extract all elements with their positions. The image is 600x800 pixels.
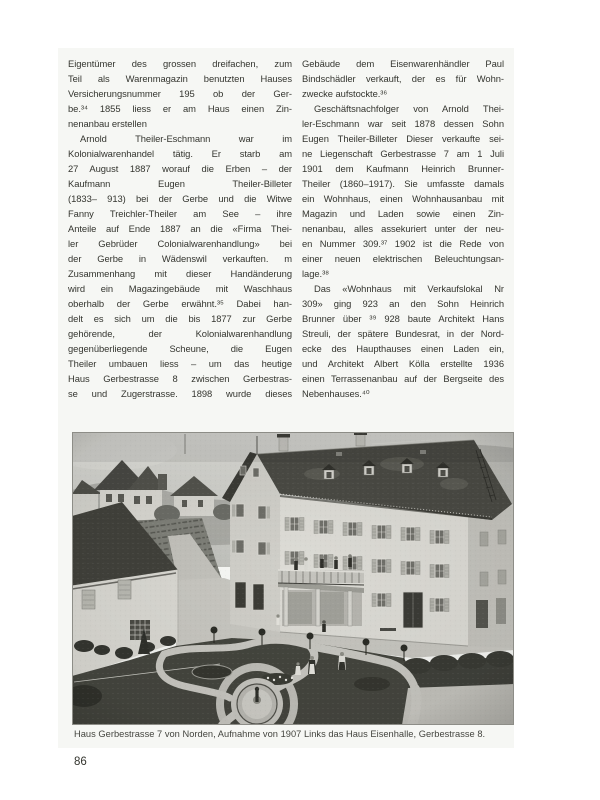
historic-photo-haus-gerbestrasse-7 bbox=[72, 432, 514, 725]
text-line: lage.³⁸ bbox=[302, 268, 330, 279]
text-line: gehörende, der Kolonialwarenhandlung bbox=[68, 328, 292, 339]
photo-vignette bbox=[72, 432, 514, 725]
text-line: und Architekt Albert Kölla erstellte 1936 bbox=[302, 358, 504, 369]
figure-caption: Haus Gerbestrasse 7 von Norden, Aufnahme von 1907 Links das Haus Eisenhalle, Gerbestrasse 8. bbox=[74, 729, 486, 739]
text-line: wird ein Magazingebäude mit Waschhaus bbox=[68, 283, 292, 294]
text-line: Nebenhauses.⁴⁰ bbox=[302, 388, 370, 399]
text-line: 27 August 1887 worauf die Erben – der bbox=[68, 163, 292, 174]
text-line: Theiler (1860–1917). Sie umfasste damals bbox=[302, 178, 504, 189]
text-line: be.³⁴ 1855 liess er am Haus einen Zin- bbox=[68, 103, 292, 114]
text-line: Streuli, der spätere Bundesrat, in der Nord- bbox=[302, 328, 504, 339]
text-line: ler Gebrüder Colonialwarenhandlung» bei bbox=[68, 238, 292, 249]
text-line: Kaufmann Eugen Theiler-Billeter bbox=[68, 178, 292, 189]
text-line: Geschäftsnachfolger von Arnold Thei- bbox=[314, 103, 504, 114]
text-line: (1833– 913) bei der Gerbe und die Witwe bbox=[68, 193, 292, 204]
text-line: delt es sich um die bis 1877 zur Gerbe bbox=[68, 313, 292, 324]
text-line: einer neuen elektrischen Beleuchtungsan- bbox=[302, 253, 504, 264]
text-line: Theiler umbauen liess – um das heutige bbox=[68, 358, 292, 369]
text-line: Magazin und Laden sowie einen Zin- bbox=[302, 208, 504, 219]
text-line: ler-Eschmann war seit 1878 dessen Sohn bbox=[302, 118, 504, 129]
text-line: oberhalb der Gerbe erwähnt.³⁵ Dabei han- bbox=[68, 298, 292, 309]
text-line: ein Wohnhaus, einen Wohnhausanbau mit bbox=[302, 193, 504, 204]
text-line: 1901 dem Kaufmann Heinrich Brunner- bbox=[302, 163, 504, 174]
text-line: en Nummer 309.³⁷ 1902 ist die Rede von bbox=[302, 238, 504, 249]
text-line: Anteile auf Ende 1887 an die «Firma Thei- bbox=[68, 223, 292, 234]
text-line: ecke des Haupthauses einen Laden ein, bbox=[302, 343, 504, 354]
text-line: der Gerbe in Wädenswil verkauften. m bbox=[68, 253, 292, 264]
text-line: se und Zugerstrasse. 1898 wurde dieses bbox=[68, 388, 292, 399]
text-line: einen Terrassenanbau auf der Bergseite des bbox=[302, 373, 504, 384]
text-line: Bindschädler verkauft, der es für Wohn- bbox=[302, 73, 504, 84]
text-line: nenanbau erstellen bbox=[68, 118, 147, 129]
text-line: Haus Gerbestrasse 8 zwischen Gerbestras- bbox=[68, 373, 292, 384]
text-line: nenanbau, alles assekuriert unter der neu- bbox=[302, 223, 504, 234]
text-line: Eugen Theiler-Billeter Dieser verkaufte sei- bbox=[302, 133, 504, 144]
text-line: Teil als Warenmagazin benutzten Hauses bbox=[68, 73, 292, 84]
text-line: Brunner über ³⁹ 928 baute Architekt Hans bbox=[302, 313, 504, 324]
text-line: Eigentümer des grossen dreifachen, zum bbox=[68, 58, 292, 69]
text-line: zwecke aufstockte.³⁶ bbox=[302, 88, 388, 99]
text-line: Kolonialwarenhandel tätig. Er starb am bbox=[68, 148, 292, 159]
text-column-left bbox=[68, 56, 292, 401]
page-number: 86 bbox=[74, 756, 87, 768]
text-line: ne Liegenschaft Gerbestrasse 7 am 1 Juli bbox=[302, 148, 504, 159]
text-line: Gebäude dem Eisenwarenhändler Paul bbox=[302, 58, 504, 69]
text-line: Arnold Theiler-Eschmann war im bbox=[80, 133, 292, 144]
text-column-right bbox=[302, 56, 504, 401]
text-line: Das «Wohnhaus mit Verkaufslokal Nr bbox=[314, 283, 504, 294]
text-line: Versicherungsnummer 195 ob der Ger- bbox=[68, 88, 292, 99]
text-line: 309» ging 923 an den Sohn Heinrich bbox=[302, 298, 504, 309]
text-line: Zusammenhang mit dieser Handänderung bbox=[68, 268, 292, 279]
text-line: Fanny Treichler-Theiler am See – ihre bbox=[68, 208, 292, 219]
text-line: gegenüberliegende Scheune, die Eugen bbox=[68, 343, 292, 354]
